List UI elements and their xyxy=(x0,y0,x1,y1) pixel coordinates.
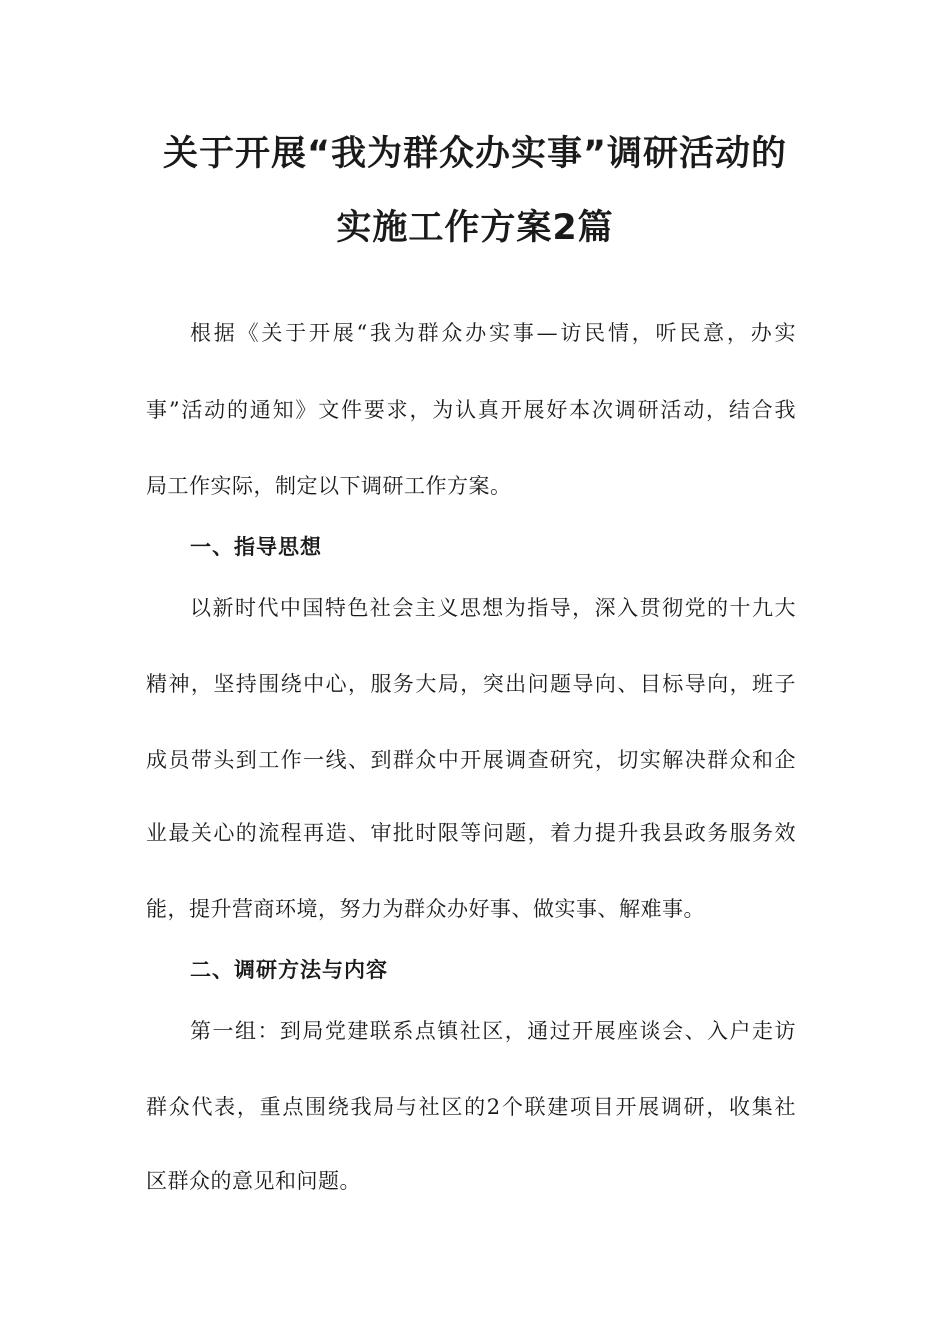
section1-line-4: 业最关心的流程再造、审批时限等问题，着力提升我县政务服务效 xyxy=(146,821,796,845)
section2-line-3: 区群众的意见和问题。 xyxy=(146,1169,361,1193)
section2-line-2: 群众代表，重点围绕我局与社区的2个联建项目开展调研，收集社 xyxy=(146,1095,796,1119)
document-title-line-1: 关于开展“我为群众办实事”调研活动的 xyxy=(162,134,787,174)
section-heading-guiding-ideology: 一、指导思想 xyxy=(190,535,322,559)
intro-line-2: 事”活动的通知》文件要求，为认真开展好本次调研活动，结合我 xyxy=(146,398,796,422)
section1-line-3: 成员带头到工作一线、到群众中开展调查研究，切实解决群众和企 xyxy=(146,748,796,772)
section1-line-5: 能，提升营商环境，努力为群众办好事、做实事、解难事。 xyxy=(146,897,705,921)
intro-line-3: 局工作实际，制定以下调研工作方案。 xyxy=(146,474,512,498)
section1-line-1: 以新时代中国特色社会主义思想为指导，深入贯彻党的十九大 xyxy=(190,596,796,620)
section1-line-2: 精神，坚持围绕中心，服务大局，突出问题导向、目标导向，班子 xyxy=(146,672,796,696)
intro-line-1: 根据《关于开展“我为群众办实事—访民情，听民意，办实 xyxy=(190,321,796,345)
section-heading-methods-content: 二、调研方法与内容 xyxy=(190,958,388,982)
section2-line-1: 第一组：到局党建联系点镇社区，通过开展座谈会、入户走访 xyxy=(190,1019,796,1043)
document-title-line-2: 实施工作方案2篇 xyxy=(336,208,614,248)
